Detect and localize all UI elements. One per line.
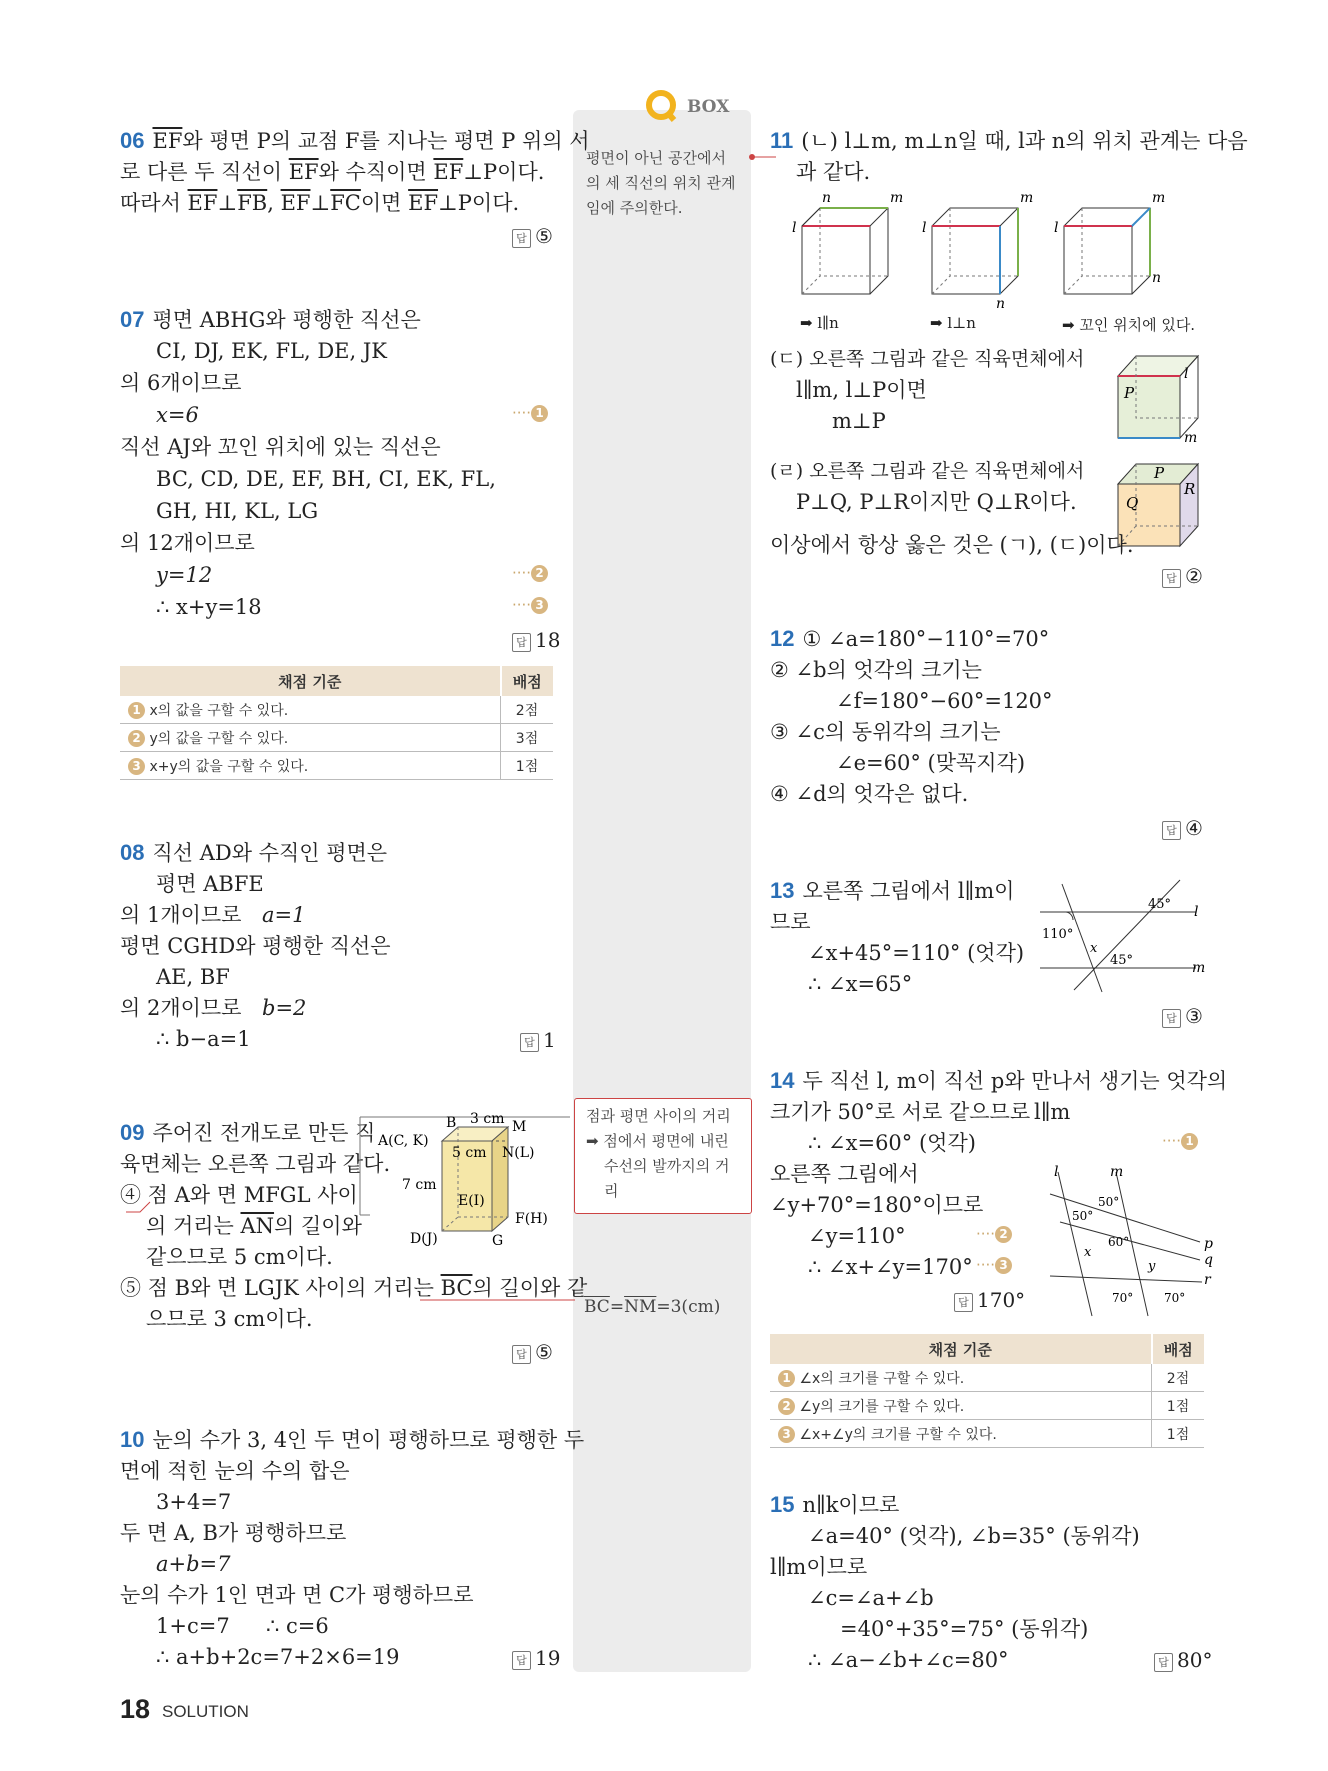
p12-line6: ④ ∠d의 엇각은 없다.: [770, 782, 969, 806]
p07-line10: ∴ x+y=18: [156, 595, 262, 619]
p11-answer: 답 ②: [1162, 564, 1203, 588]
p13-line1: 13 오른쪽 그림에서 l∥m이: [770, 878, 1015, 903]
p11-caption2: ➡ l⊥n: [930, 314, 976, 332]
p10-line4: 두 면 A, B가 평행하므로: [120, 1521, 347, 1545]
svg-text:45°: 45°: [1148, 897, 1172, 912]
p08-line4: 평면 CGHD와 평행한 직선은: [120, 934, 391, 958]
box-column: [573, 110, 751, 1672]
step-mark-3: ···· 3: [976, 1256, 1012, 1274]
svg-text:l: l: [922, 220, 927, 236]
cube-1: [792, 190, 903, 294]
p11-line5: m⊥P: [832, 409, 886, 433]
answer-icon: 답: [512, 633, 531, 652]
p14-line4: 오른쪽 그림에서: [770, 1162, 919, 1186]
table-row: 1 x의 값을 구할 수 있다. 2점: [120, 696, 553, 724]
p11-line7: P⊥Q, P⊥R이지만 Q⊥R이다.: [796, 490, 1077, 514]
p09-line5: 같으므로 5 cm이다.: [146, 1245, 333, 1269]
grading-table-2: [770, 1334, 1204, 1448]
svg-text:r: r: [1204, 1272, 1211, 1288]
points-header: 배점: [501, 666, 554, 696]
p07-line1: 07 평면 ABHG와 평행한 직선은: [120, 307, 421, 332]
svg-text:n: n: [1152, 270, 1162, 286]
p14-line5: ∠y+70°=180°이므로: [770, 1193, 984, 1217]
p08-line1: 08 직선 AD와 수직인 평면은: [120, 840, 388, 865]
svg-text:5 cm: 5 cm: [452, 1145, 487, 1161]
p10-line2: 면에 적힌 눈의 수의 합은: [120, 1459, 350, 1483]
criteria-header: 채점 기준: [120, 666, 501, 696]
p12-line2: ② ∠b의 엇각의 크기는: [770, 658, 982, 682]
answer-icon: 답: [1162, 1009, 1181, 1028]
p15-line5: =40°+35°=75° (동위각): [840, 1617, 1089, 1641]
p13-figure: [1040, 880, 1212, 1000]
svg-text:110°: 110°: [1042, 927, 1074, 942]
box-tip2-line1: ➡ 점에서 평면에 내린: [586, 1132, 729, 1150]
svg-text:D(J): D(J): [410, 1231, 438, 1247]
p06-line2: 로 다른 두 직선이 $\overline{EF}$와 수직이면 $\overline{EF}\perp P$이다.: [120, 160, 545, 184]
p06-line3: 따라서 $\overline{EF}\perp\overline{FB}$, $\overline{EF}\perp\overline{FC}$이면 $\overline{EF}\perp P$이다.: [120, 191, 520, 215]
answer-icon: 답: [954, 1293, 973, 1312]
svg-text:R: R: [1184, 480, 1196, 498]
page-number: 18: [120, 1694, 151, 1724]
svg-text:n: n: [996, 296, 1006, 312]
p14-line1: 14 두 직선 l, m이 직선 p와 만나서 생기는 엇각의: [770, 1068, 1228, 1093]
p08-line6b: b=2: [262, 996, 307, 1020]
p14-line2a: 크기가 50°로 서로 같으므로: [770, 1100, 1031, 1124]
p11-line2: 과 같다.: [796, 160, 871, 184]
svg-text:n: n: [822, 190, 832, 206]
table-row: 3 ∠x+∠y의 크기를 구할 수 있다. 1점: [770, 1420, 1204, 1448]
svg-text:m: m: [1020, 190, 1034, 206]
answer-icon: 답: [520, 1033, 539, 1052]
cube-3: [1054, 190, 1165, 294]
p08-line3a: 의 1개이므로: [120, 903, 242, 927]
p13-line3: ∠x+45°=110° (엇각): [808, 941, 1025, 965]
p10-line3: 3+4=7: [156, 1490, 232, 1514]
p08-line5: AE, BF: [156, 965, 230, 989]
box-label: BOX: [687, 97, 730, 117]
answer-icon: 답: [512, 1345, 531, 1364]
svg-text:p: p: [1204, 1236, 1213, 1252]
box-tip3: $\overline{BC}=\overline{NM}=3(cm)$: [584, 1297, 721, 1317]
p10-line1: 10 눈의 수가 3, 4인 두 면이 평행하므로 평행한 두: [120, 1427, 585, 1452]
p14-figure: [1040, 1164, 1212, 1324]
p14-answer: 답 170°: [954, 1288, 1025, 1312]
p10-line8: ∴ a+b+2c=7+2×6=19: [156, 1645, 400, 1669]
svg-text:M: M: [512, 1119, 527, 1135]
p08-line3b: a=1: [262, 903, 306, 927]
p11-caption1: ➡ l∥n: [800, 314, 839, 332]
p09-connectors: [120, 1200, 580, 1310]
p12-answer: 답 ④: [1162, 816, 1203, 840]
p07-line3: 의 6개이므로: [120, 371, 242, 395]
svg-text:60°: 60°: [1108, 1235, 1130, 1249]
box-tip1-line3: 임에 주의한다.: [586, 199, 683, 217]
p11-cuboid-lp: [1110, 346, 1210, 446]
svg-text:3 cm: 3 cm: [470, 1111, 505, 1127]
svg-text:70°: 70°: [1112, 1291, 1134, 1305]
svg-text:l: l: [1054, 220, 1059, 236]
p07-line5: 직선 AJ와 꼬인 위치에 있는 직선은: [120, 435, 441, 459]
answer-icon: 답: [1162, 569, 1181, 588]
p08-line2: 평면 ABFE: [156, 872, 264, 896]
p07-line8: 의 12개이므로: [120, 531, 255, 555]
p14-line7: ∴ ∠x+∠y=170°: [808, 1255, 973, 1279]
box-tip1-line1: 평면이 아닌 공간에서: [586, 149, 726, 167]
p14-line6: ∠y=110°: [808, 1224, 906, 1248]
svg-text:P: P: [1154, 464, 1165, 482]
footer-label: SOLUTION: [162, 1702, 249, 1721]
p09-line1: 09 주어진 전개도로 만든 직: [120, 1120, 376, 1145]
p09-answer: 답 ⑤: [512, 1340, 553, 1364]
svg-text:E(I): E(I): [458, 1193, 485, 1209]
p09-line3: ④ 점 A와 면 MFGL 사이: [120, 1183, 358, 1207]
criteria-header: 채점 기준: [770, 1334, 1152, 1364]
p07-line4: x=6: [156, 403, 199, 427]
svg-text:G: G: [492, 1233, 504, 1249]
p09-line6: ⑤ 점 B와 면 LGJK 사이의 거리는 $\overline{BC}$의 길이와 같: [120, 1276, 588, 1300]
p07-lines2a: BC, CD, DE, EF, BH, CI, EK, FL,: [156, 467, 496, 491]
p11-line6: (ㄹ) 오른쪽 그림과 같은 직육면체에서: [770, 460, 1085, 482]
p10-line7b: ∴ c=6: [266, 1614, 329, 1638]
table-row: 2 y의 값을 구할 수 있다. 3점: [120, 724, 553, 752]
answer-icon: 답: [1154, 1653, 1173, 1672]
p09-line2: 육면체는 오른쪽 그림과 같다.: [120, 1152, 391, 1176]
step-mark-1: ···· 1: [1162, 1132, 1198, 1150]
svg-text:l: l: [1194, 904, 1199, 920]
p13-line4: ∴ ∠x=65°: [808, 972, 913, 996]
svg-text:m: m: [1192, 960, 1206, 976]
step-mark-2: ···· 2: [512, 564, 548, 582]
p11-line3: (ㄷ) 오른쪽 그림과 같은 직육면체에서: [770, 348, 1085, 370]
svg-text:P: P: [1124, 384, 1135, 402]
svg-text:y: y: [1148, 1259, 1156, 1274]
p13-line2: 므로: [770, 910, 811, 934]
q-box-logo: [643, 86, 743, 126]
p10-line7a: 1+c=7: [156, 1614, 230, 1638]
answer-icon: 답: [512, 229, 531, 248]
p10-line5: a+b=7: [156, 1552, 231, 1576]
p12-line4: ③ ∠c의 동위각의 크기는: [770, 720, 1001, 744]
p11-line1: 11 (ㄴ) l⊥m, m⊥n일 때, l과 n의 위치 관계는 다음: [770, 128, 1248, 153]
table-row: 2 ∠y의 크기를 구할 수 있다. 1점: [770, 1392, 1204, 1420]
p07-lines1: CI, DJ, EK, FL, DE, JK: [156, 339, 387, 363]
p15-line2: ∠a=40° (엇각), ∠b=35° (동위각): [808, 1524, 1140, 1548]
p10-line6: 눈의 수가 1인 면과 면 C가 평행하므로: [120, 1583, 474, 1607]
p15-line4: ∠c=∠a+∠b: [808, 1586, 934, 1610]
svg-text:7 cm: 7 cm: [402, 1177, 437, 1193]
p11-line8: 이상에서 항상 옳은 것은 (ㄱ), (ㄷ)이다.: [770, 533, 1134, 557]
p14-line2b: l∥m: [1034, 1100, 1071, 1124]
p08-line7: ∴ b−a=1: [156, 1027, 251, 1051]
svg-text:x: x: [1084, 1245, 1092, 1260]
table-row: 3 x+y의 값을 구할 수 있다. 1점: [120, 752, 553, 780]
p14-line3: ∴ ∠x=60° (엇각): [808, 1131, 976, 1155]
svg-text:m: m: [1184, 430, 1198, 446]
p07-lines2b: GH, HI, KL, LG: [156, 499, 319, 523]
step-mark-2: ···· 2: [976, 1225, 1012, 1243]
svg-text:50°: 50°: [1098, 1195, 1120, 1209]
answer-icon: 답: [512, 1651, 531, 1670]
svg-text:m: m: [1110, 1164, 1124, 1180]
step-mark-1: ···· 1: [512, 404, 548, 422]
box-tip2-line3: 리: [604, 1182, 619, 1200]
svg-text:A(C, K): A(C, K): [378, 1133, 429, 1149]
grading-table-1: [120, 666, 553, 780]
p06-answer: 답 ⑤: [512, 224, 553, 248]
p15-line6: ∴ ∠a−∠b+∠c=80°: [808, 1648, 1009, 1672]
p12-line1: 12 ① ∠a=180°−110°=70°: [770, 626, 1050, 651]
svg-text:N(L): N(L): [502, 1145, 535, 1161]
p11-caption3: ➡ 꼬인 위치에 있다.: [1062, 316, 1196, 334]
points-header: 배점: [1152, 1334, 1205, 1364]
p08-line6a: 의 2개이므로: [120, 996, 242, 1020]
svg-text:Q: Q: [1126, 494, 1139, 512]
p15-line3: l∥m이므로: [770, 1555, 868, 1579]
box-tip2-title: 점과 평면 사이의 거리: [586, 1107, 731, 1125]
svg-text:l: l: [792, 220, 797, 236]
p06-line1: 06 $\overline{EF}$와 평면 P의 교점 F를 지나는 평면 P 위의 서: [120, 128, 590, 153]
p15-answer: 답 80°: [1154, 1648, 1212, 1672]
p07-line9: y=12: [156, 563, 213, 587]
svg-text:q: q: [1204, 1252, 1213, 1268]
p07-answer: 답 18: [512, 628, 560, 652]
p08-answer: 답 1: [520, 1028, 556, 1052]
svg-text:F(H): F(H): [515, 1211, 548, 1227]
p11-cubes-figure: [790, 190, 1210, 310]
box-tip2-line2: 수선의 발까지의 거: [604, 1157, 730, 1175]
svg-text:x: x: [1090, 941, 1098, 956]
p10-answer: 답 19: [512, 1646, 560, 1670]
p15-line1: 15 n∥k이므로: [770, 1492, 900, 1517]
p12-line3: ∠f=180°−60°=120°: [836, 689, 1053, 713]
svg-text:m: m: [1152, 190, 1166, 206]
answer-icon: 답: [1162, 821, 1181, 840]
p09-line4: 의 거리는 $\overline{AN}$의 길이와: [146, 1214, 362, 1238]
box-tip1-line2: 의 세 직선의 위치 관계: [586, 174, 736, 192]
cube-2: [922, 190, 1033, 312]
svg-text:m: m: [890, 190, 904, 206]
svg-text:B: B: [446, 1115, 457, 1131]
svg-text:50°: 50°: [1072, 1209, 1094, 1223]
svg-text:70°: 70°: [1164, 1291, 1186, 1305]
p09-line7: 으므로 3 cm이다.: [146, 1307, 313, 1331]
step-mark-3: ···· 3: [512, 596, 548, 614]
p12-line5: ∠e=60° (맞꼭지각): [836, 751, 1026, 775]
p13-answer: 답 ③: [1162, 1004, 1203, 1028]
p11-line4: l∥m, l⊥P이면: [796, 378, 927, 402]
svg-text:45°: 45°: [1110, 953, 1134, 968]
svg-text:l: l: [1184, 366, 1189, 382]
svg-text:l: l: [1054, 1164, 1059, 1180]
table-row: 1 ∠x의 크기를 구할 수 있다. 2점: [770, 1364, 1204, 1392]
